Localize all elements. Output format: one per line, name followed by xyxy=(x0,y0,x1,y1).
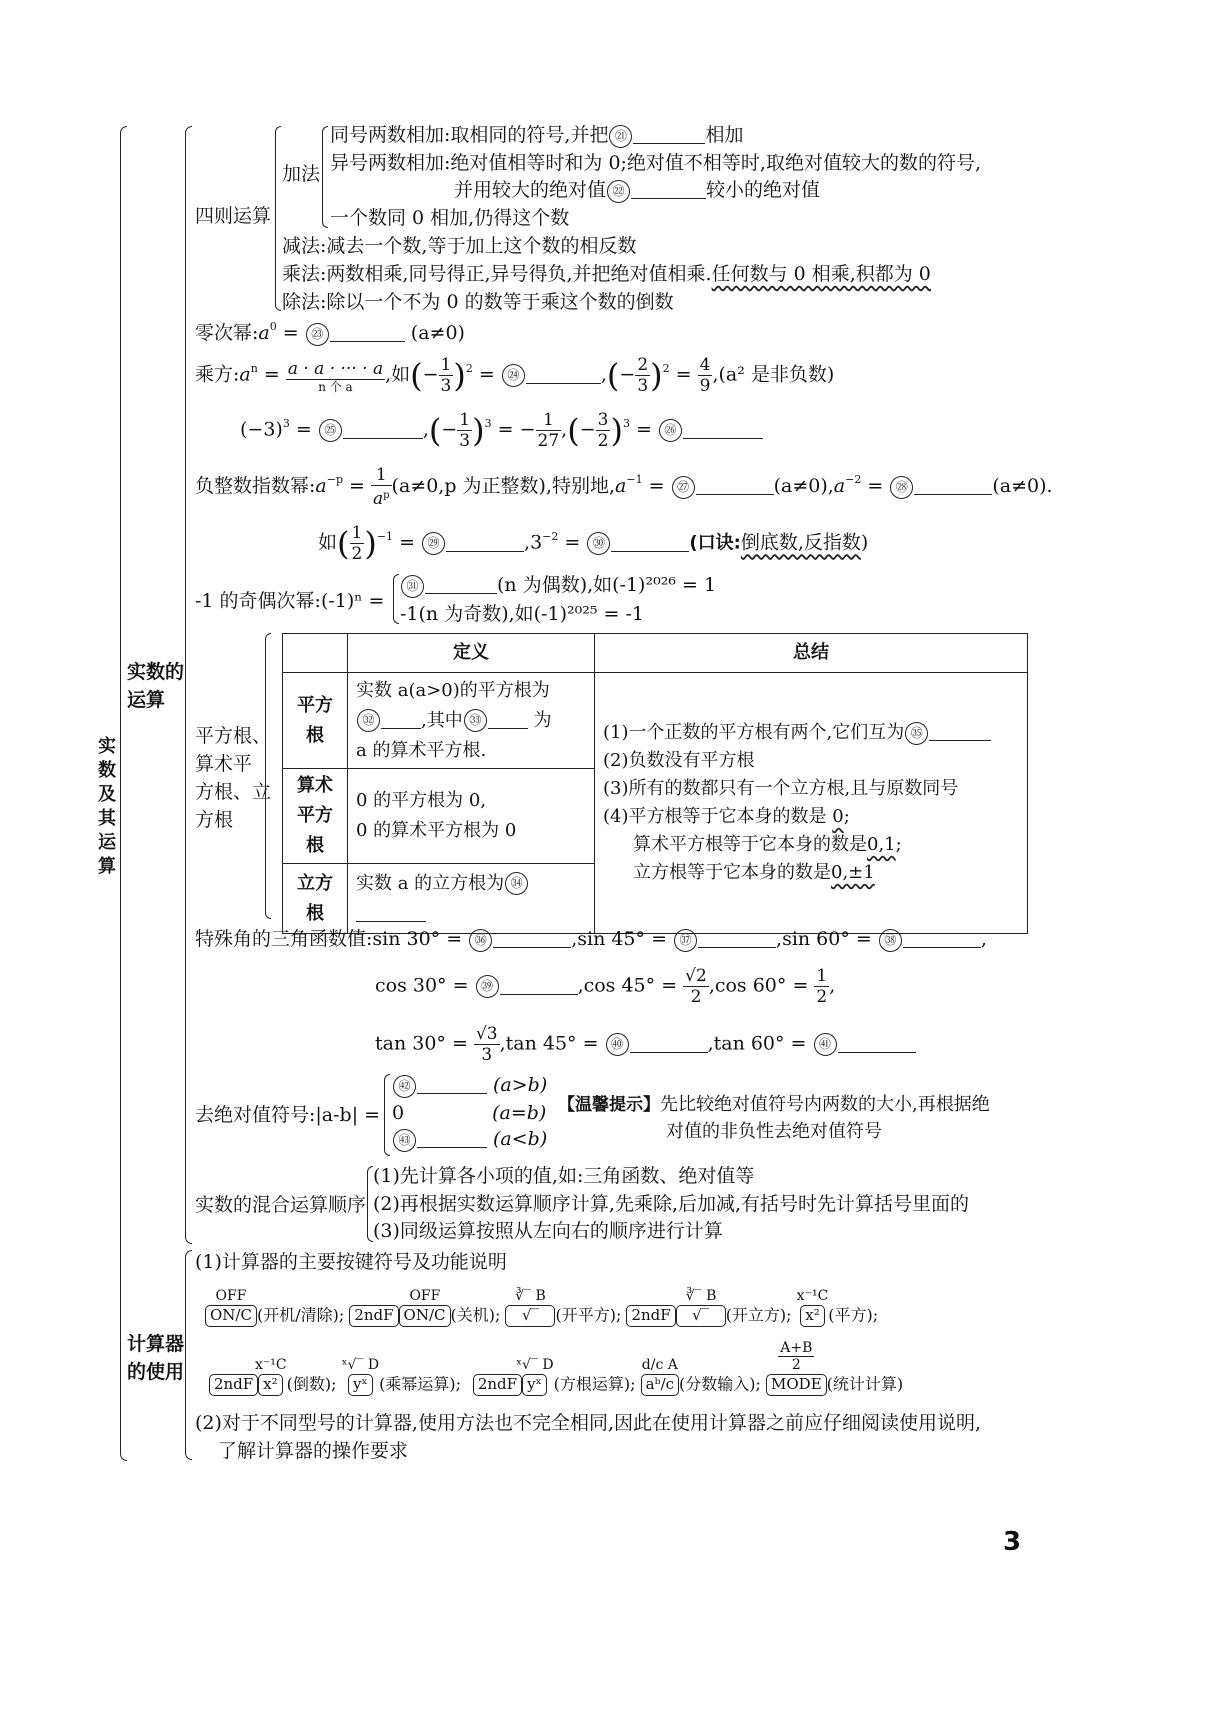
roots-summary: (1)一个正数的平方根有两个,它们互为 ㉟ (2)负数没有平方根 (3)所有的数都只有一个立方根,且与原数同号 (4)平方根等于它本身的数是 0; 算术平方根等于它本身的数是0,1; 立方根等于它本身的数是0,±1 xyxy=(595,673,1028,934)
four-ops-label: 四则运算 xyxy=(195,205,272,227)
mixed-step-2: (2)再根据实数运算顺序计算,先乘除,后加减,有括号时先计算括号里面的 xyxy=(373,1193,970,1215)
trig-row-sin: 特殊角的三角函数值:sin 30° = ㊱ ,sin 45° = ㊲ ,sin 60° = ㊳ , xyxy=(195,928,987,950)
row-def-arith: 0 的平方根为 0, 0 的算术平方根为 0 xyxy=(348,769,595,864)
add-rule-1: 同号两数相加:取相同的符号,并把 ㉑ 相加 xyxy=(330,124,744,146)
chapter-label: 实数及其运算 xyxy=(98,736,116,877)
abs-case-1: ㊷ (a>b) xyxy=(392,1074,547,1098)
row-label-cbrt: 立方根 xyxy=(283,864,348,934)
calc-row-1: OFF ON/C (开机/清除); OFF 2ndF ON/C (关机); ∛‾ B √‾ (开平方); ∛‾ B 2ndF √‾ (开立方); $\frac{\text{x⁻¹C}}{\text{x²}}$(平方); xyxy=(205,1288,878,1327)
calc-key-square: $\frac{\text{x⁻¹C}}{\text{x²}}$ xyxy=(797,1288,829,1327)
page-number: 3 xyxy=(1003,1527,1022,1557)
calc-key-sqrt: ∛‾ B √‾ xyxy=(505,1288,555,1327)
mixed-label: 实数的混合运算顺序 xyxy=(195,1194,367,1216)
row-label-arith: 算术 平方根 xyxy=(283,769,348,864)
abs-case-3: ㊸ (a<b) xyxy=(392,1128,547,1152)
neg-exp: 负整数指数幂$:a^{-p}$ = $\frac{1}{a^p}$ (a≠0,p 为正整数),特别地$,a^{-1}$ = ㉗ $(a\ne 0),a^{-2}$ = ㉘ (a≠0). xyxy=(195,465,1053,509)
power-def: 乘方$:a^n$ = $\frac{a \cdot a \cdot \cdot\cdot\cdot \cdot a}{\text{n 个 a}}$ ,如(− $\frac{1}{3}$ )$^2$ = ㉔ ,(− $\frac{2}{3}$ )$^2$ = $\frac{4}{9}$ ,(a² 是非负数) xyxy=(195,355,835,396)
calc-key-frac: $\frac{\text{d/c A}}{\text{aᵇ/c}}$ xyxy=(641,1357,679,1396)
odd-even-brace xyxy=(393,574,399,624)
calc-key-recip: x⁻¹C 2ndF x² xyxy=(205,1357,287,1396)
calc-label: 计算器的使用 xyxy=(127,1333,185,1383)
add-rule-3: 一个数同 0 相加,仍得这个数 xyxy=(330,207,570,229)
neg-exp-example: 如( $\frac{1}{2}$ )$^{-1}$ = ㉙ $,3^{-2}$ = ㉚ (口诀:倒底数,反指数) xyxy=(318,523,869,564)
trig-row-tan: tan 30° = $\frac{√3}{3}$ ,tan 45° = ㊵ ,tan 60° = ㊶ xyxy=(375,1024,916,1065)
ops-label: 实数的运算 xyxy=(127,661,185,711)
mixed-step-3: (3)同级运算按照从左向右的顺序进行计算 xyxy=(373,1220,723,1242)
abs-case-2: 0 (a=b) xyxy=(392,1102,547,1124)
chapter-brace xyxy=(120,126,127,1461)
calc-heading-2b: 了解计算器的操作要求 xyxy=(218,1440,409,1462)
calc-key-root: ˣ√‾ D 2ndF yˣ xyxy=(466,1357,554,1396)
calc-key-onc: OFF ON/C xyxy=(205,1288,257,1327)
abs-brace xyxy=(384,1074,390,1156)
roots-table xyxy=(282,633,1028,934)
add-rule-2: 异号两数相加:绝对值相等时和为 0;绝对值不相等时,取绝对值较大的数的符号, xyxy=(330,152,982,174)
mul-rule: 乘法:两数相乘,同号得正,异号得负,并把绝对值相乘.任何数与 0 相乘,积都为 0 xyxy=(282,263,931,285)
mixed-step-1: (1)先计算各小项的值,如:三角函数、绝对值等 xyxy=(373,1165,755,1187)
row-def-sqrt: 实数 a(a>0)的平方根为 ㉜ ,其中 ㉝ 为 a 的算术平方根. xyxy=(348,673,595,769)
zero-power: 零次幂$:a^0$ = ㉓ (a≠0) xyxy=(195,320,465,344)
abs-label: 去绝对值符号:|a-b| = xyxy=(195,1104,381,1126)
power-examples: $(-3)^3$ = ㉕ ,(− $\frac{1}{3}$ )$^3$ = − $\frac{1}{27}$ ,(− $\frac{3}{2}$ )$^3$ = ㉖ xyxy=(240,410,763,451)
add-label: 加法 xyxy=(282,163,321,185)
odd-even-odd: -1(n 为奇数),如(-1)²⁰²⁵ = -1 xyxy=(400,603,644,625)
roots-head-def: 定义 xyxy=(348,634,595,673)
abs-tip-2: 对值的非负性去绝对值符号 xyxy=(666,1121,882,1142)
add-rule-2b: 并用较大的绝对值 ㉒ 较小的绝对值 xyxy=(454,179,821,201)
trig-row-cos: cos 30° = ㊴ ,cos 45° = $\frac{√2}{2}$ ,cos 60° = $\frac{1}{2}$ , xyxy=(375,966,836,1007)
calc-row-2: x⁻¹C 2ndF x² (倒数); $\frac{\text{ˣ√‾ D}}{\text{yˣ}}$(乘幂运算); ˣ√‾ D 2ndF yˣ (方根运算); $\frac{\text{d/c A}}{\text{aᵇ/c}}$(分数输入); $\frac{A+B}{2}$ MODE (统计计算) xyxy=(205,1340,903,1396)
div-rule: 除法:除以一个不为 0 的数等于乘这个数的倒数 xyxy=(282,291,674,313)
calc-key-pow: $\frac{\text{ˣ√‾ D}}{\text{yˣ}}$ xyxy=(342,1357,380,1396)
calc-key-cbrt: ∛‾ B 2ndF √‾ xyxy=(626,1288,725,1327)
four-ops-brace xyxy=(275,126,281,311)
abs-tip: 【温馨提示】先比较绝对值符号内两数的大小,再根据绝 xyxy=(558,1094,990,1115)
calc-key-off: OFF 2ndF ON/C xyxy=(349,1288,450,1327)
calc-heading-2: (2)对于不同型号的计算器,使用方法也不完全相同,因此在使用计算器之前应仔细阅读使用说明, xyxy=(195,1412,982,1434)
row-def-cbrt: 实数 a 的立方根为 ㉞ xyxy=(348,864,595,934)
odd-even-even: ㉛ (n 为偶数),如(-1)²⁰²⁶ = 1 xyxy=(400,574,716,598)
roots-head-sum: 总结 xyxy=(595,634,1028,673)
add-brace xyxy=(322,126,328,228)
odd-even-label: -1 的奇偶次幂:(-1)ⁿ = xyxy=(195,590,385,612)
calc-key-mode: $\frac{A+B}{2}$ MODE xyxy=(766,1340,827,1396)
row-label-sqrt: 平方根 xyxy=(283,673,348,769)
sub-rule: 减法:减去一个数,等于加上这个数的相反数 xyxy=(282,235,637,257)
calc-heading-1: (1)计算器的主要按键符号及功能说明 xyxy=(195,1251,507,1273)
roots-label: 平方根、 算术平 方根、立 方根 xyxy=(195,725,272,831)
